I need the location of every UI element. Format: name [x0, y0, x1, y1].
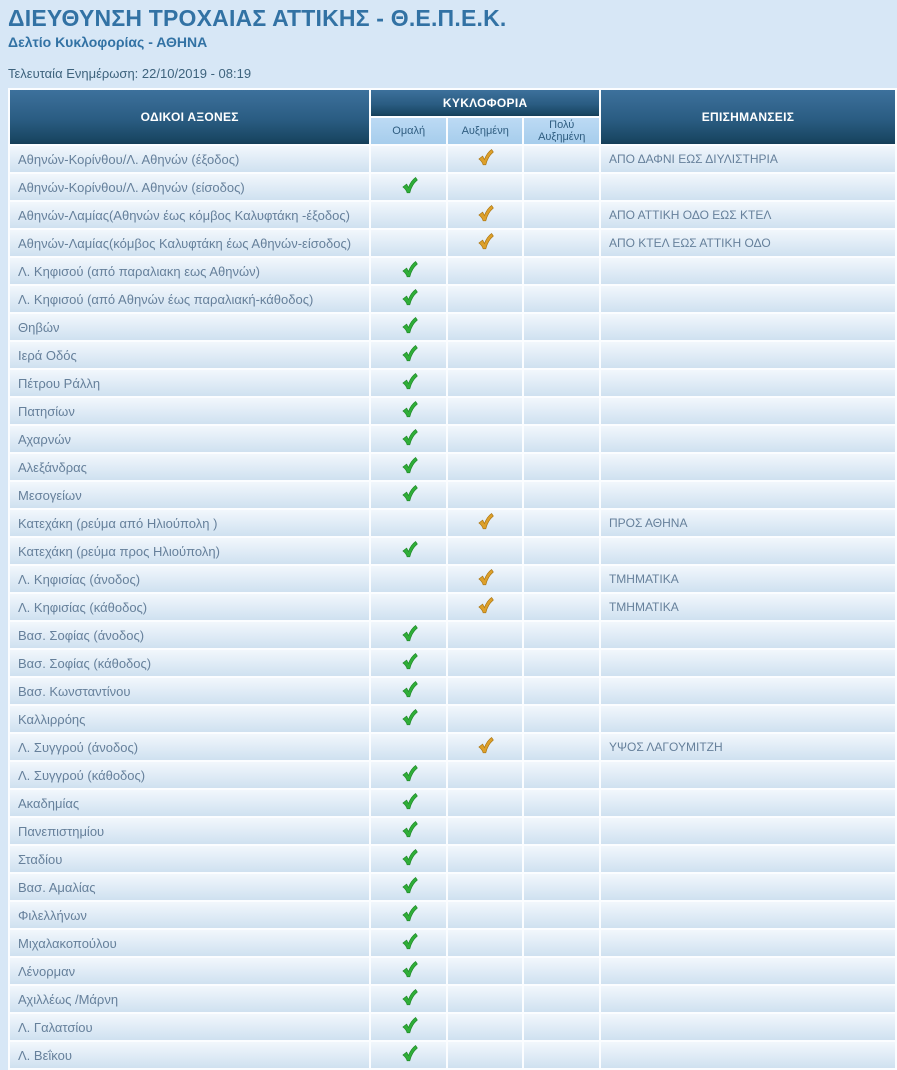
traffic-increased-cell	[448, 790, 523, 816]
traffic-very-increased-cell	[524, 734, 599, 760]
traffic-very-increased-cell	[524, 454, 599, 480]
road-name: Λ. Κηφισίας (άνοδος)	[10, 566, 369, 592]
traffic-very-increased-cell	[524, 230, 599, 256]
remark-cell	[601, 426, 895, 452]
remark-cell: ΤΜΗΜΑΤΙΚΑ	[601, 566, 895, 592]
road-name: Αθηνών-Λαμίας(κόμβος Καλυφτάκη έως Αθηνών-είσοδος)	[10, 230, 369, 256]
table-row	[10, 818, 895, 844]
check-icon	[400, 764, 418, 788]
road-name: Βασ. Σοφίας (κάθοδος)	[10, 650, 369, 676]
table-row	[10, 1014, 895, 1040]
remark-cell	[601, 286, 895, 312]
traffic-table	[8, 88, 897, 1070]
table-row	[10, 314, 895, 340]
remark-cell	[601, 958, 895, 984]
check-icon	[400, 876, 418, 900]
traffic-increased-cell	[448, 874, 523, 900]
traffic-increased-cell	[448, 706, 523, 732]
remark-cell: ΠΡΟΣ ΑΘΗΝΑ	[601, 510, 895, 536]
table-row	[10, 230, 895, 256]
check-icon	[400, 260, 418, 284]
remark-cell	[601, 174, 895, 200]
table-row	[10, 174, 895, 200]
road-name: Μιχαλακοπούλου	[10, 930, 369, 956]
check-icon	[400, 288, 418, 312]
traffic-normal-cell	[371, 538, 446, 564]
traffic-very-increased-cell	[524, 174, 599, 200]
remark-cell	[601, 986, 895, 1012]
road-name: Λ. Κηφισίας (κάθοδος)	[10, 594, 369, 620]
traffic-increased-cell	[448, 174, 523, 200]
traffic-increased-cell	[448, 986, 523, 1012]
check-icon	[400, 960, 418, 984]
remark-cell	[601, 482, 895, 508]
traffic-increased-cell	[448, 734, 523, 760]
traffic-normal-cell	[371, 958, 446, 984]
table-row	[10, 622, 895, 648]
traffic-increased-cell	[448, 538, 523, 564]
table-row	[10, 734, 895, 760]
road-name: Φιλελλήνων	[10, 902, 369, 928]
road-name: Λένορμαν	[10, 958, 369, 984]
traffic-normal-cell	[371, 846, 446, 872]
traffic-very-increased-cell	[524, 202, 599, 228]
traffic-normal-cell	[371, 650, 446, 676]
traffic-increased-cell	[448, 846, 523, 872]
traffic-increased-cell	[448, 958, 523, 984]
remark-cell	[601, 902, 895, 928]
traffic-increased-cell	[448, 678, 523, 704]
traffic-table-body	[10, 146, 895, 1068]
traffic-increased-cell	[448, 454, 523, 480]
check-icon	[400, 932, 418, 956]
traffic-very-increased-cell	[524, 342, 599, 368]
traffic-increased-cell	[448, 902, 523, 928]
traffic-very-increased-cell	[524, 1042, 599, 1068]
table-row	[10, 762, 895, 788]
road-name: Λ. Συγγρού (κάθοδος)	[10, 762, 369, 788]
traffic-increased-cell	[448, 1042, 523, 1068]
column-header-traffic: ΚΥΚΛΟΦΟΡΙΑ	[371, 90, 599, 116]
table-row	[10, 874, 895, 900]
traffic-very-increased-cell	[524, 146, 599, 172]
remark-cell	[601, 398, 895, 424]
traffic-normal-cell	[371, 258, 446, 284]
road-name: Μεσογείων	[10, 482, 369, 508]
traffic-increased-cell	[448, 482, 523, 508]
traffic-very-increased-cell	[524, 426, 599, 452]
road-name: Λ. Κηφισού (από Αθηνών έως παραλιακή-κάθοδος)	[10, 286, 369, 312]
traffic-normal-cell	[371, 426, 446, 452]
table-row	[10, 398, 895, 424]
remark-cell	[601, 930, 895, 956]
traffic-normal-cell	[371, 174, 446, 200]
traffic-increased-cell	[448, 622, 523, 648]
table-row	[10, 846, 895, 872]
road-name: Ιερά Οδός	[10, 342, 369, 368]
traffic-normal-cell	[371, 398, 446, 424]
road-name: Αθηνών-Λαμίας(Αθηνών έως κόμβος Καλυφτάκη -έξοδος)	[10, 202, 369, 228]
check-icon	[400, 652, 418, 676]
traffic-normal-cell	[371, 790, 446, 816]
check-icon	[476, 736, 494, 760]
traffic-increased-cell	[448, 314, 523, 340]
traffic-increased-cell	[448, 930, 523, 956]
traffic-increased-cell	[448, 342, 523, 368]
remark-cell: ΑΠΟ ΚΤΕΛ ΕΩΣ ΑΤΤΙΚΗ ΟΔΟ	[601, 230, 895, 256]
traffic-very-increased-cell	[524, 678, 599, 704]
last-update-label: Τελευταία Ενημέρωση:	[8, 66, 139, 81]
check-icon	[476, 512, 494, 536]
road-name: Αθηνών-Κορίνθου/Λ. Αθηνών (είσοδος)	[10, 174, 369, 200]
page-subtitle: Δελτίο Κυκλοφορίας - ΑΘΗΝΑ	[8, 34, 208, 50]
traffic-normal-cell	[371, 566, 446, 592]
check-icon	[400, 708, 418, 732]
traffic-normal-cell	[371, 902, 446, 928]
traffic-normal-cell	[371, 1014, 446, 1040]
road-name: Πανεπιστημίου	[10, 818, 369, 844]
check-icon	[476, 148, 494, 172]
check-icon	[400, 428, 418, 452]
remark-cell	[601, 846, 895, 872]
road-name: Αχαρνών	[10, 426, 369, 452]
column-header-very-increased: Πολύ Αυξημένη	[524, 118, 599, 144]
road-name: Πατησίων	[10, 398, 369, 424]
check-icon	[476, 596, 494, 620]
check-icon	[400, 540, 418, 564]
remark-cell	[601, 706, 895, 732]
check-icon	[400, 988, 418, 1012]
traffic-increased-cell	[448, 650, 523, 676]
traffic-normal-cell	[371, 622, 446, 648]
road-name: Αχιλλέως /Μάρνη	[10, 986, 369, 1012]
traffic-very-increased-cell	[524, 510, 599, 536]
remark-cell	[601, 874, 895, 900]
check-icon	[400, 1016, 418, 1040]
traffic-very-increased-cell	[524, 566, 599, 592]
remark-cell	[601, 1014, 895, 1040]
traffic-normal-cell	[371, 482, 446, 508]
road-name: Βασ. Αμαλίας	[10, 874, 369, 900]
traffic-very-increased-cell	[524, 958, 599, 984]
traffic-normal-cell	[371, 762, 446, 788]
road-name: Λ. Συγγρού (άνοδος)	[10, 734, 369, 760]
traffic-normal-cell	[371, 286, 446, 312]
traffic-very-increased-cell	[524, 706, 599, 732]
check-icon	[400, 176, 418, 200]
check-icon	[400, 848, 418, 872]
check-icon	[400, 904, 418, 928]
check-icon	[476, 204, 494, 228]
traffic-very-increased-cell	[524, 818, 599, 844]
table-row	[10, 454, 895, 480]
remark-cell	[601, 258, 895, 284]
traffic-normal-cell	[371, 230, 446, 256]
traffic-increased-cell	[448, 1014, 523, 1040]
table-row	[10, 510, 895, 536]
road-name: Κατεχάκη (ρεύμα από Ηλιούπολη )	[10, 510, 369, 536]
traffic-very-increased-cell	[524, 258, 599, 284]
traffic-normal-cell	[371, 454, 446, 480]
remark-cell	[601, 762, 895, 788]
check-icon	[400, 624, 418, 648]
road-name: Αθηνών-Κορίνθου/Λ. Αθηνών (έξοδος)	[10, 146, 369, 172]
road-name: Βασ. Σοφίας (άνοδος)	[10, 622, 369, 648]
table-row	[10, 1042, 895, 1068]
check-icon	[400, 456, 418, 480]
traffic-very-increased-cell	[524, 930, 599, 956]
traffic-normal-cell	[371, 930, 446, 956]
table-row	[10, 958, 895, 984]
traffic-very-increased-cell	[524, 594, 599, 620]
traffic-very-increased-cell	[524, 762, 599, 788]
traffic-normal-cell	[371, 314, 446, 340]
check-icon	[400, 344, 418, 368]
road-name: Πέτρου Ράλλη	[10, 370, 369, 396]
check-icon	[400, 316, 418, 340]
table-row	[10, 678, 895, 704]
table-row	[10, 482, 895, 508]
table-row	[10, 594, 895, 620]
remark-cell	[601, 538, 895, 564]
traffic-very-increased-cell	[524, 1014, 599, 1040]
remark-cell	[601, 678, 895, 704]
table-row	[10, 286, 895, 312]
traffic-increased-cell	[448, 426, 523, 452]
traffic-very-increased-cell	[524, 314, 599, 340]
road-name: Αλεξάνδρας	[10, 454, 369, 480]
traffic-normal-cell	[371, 678, 446, 704]
page-title: ΔΙΕΥΘΥΝΣΗ ΤΡΟΧΑΙΑΣ ΑΤΤΙΚΗΣ - Θ.Ε.Π.Ε.Κ.	[8, 5, 507, 31]
check-icon	[400, 820, 418, 844]
traffic-normal-cell	[371, 202, 446, 228]
traffic-very-increased-cell	[524, 902, 599, 928]
check-icon	[400, 1044, 418, 1068]
remark-cell: ΑΠΟ ΔΑΦΝΙ ΕΩΣ ΔΙΥΛΙΣΤΗΡΙΑ	[601, 146, 895, 172]
traffic-very-increased-cell	[524, 370, 599, 396]
check-icon	[400, 680, 418, 704]
traffic-increased-cell	[448, 370, 523, 396]
road-name: Καλλιρρόης	[10, 706, 369, 732]
table-row	[10, 538, 895, 564]
traffic-normal-cell	[371, 874, 446, 900]
traffic-very-increased-cell	[524, 622, 599, 648]
check-icon	[476, 568, 494, 592]
table-row	[10, 650, 895, 676]
traffic-very-increased-cell	[524, 286, 599, 312]
road-name: Λ. Βεΐκου	[10, 1042, 369, 1068]
traffic-increased-cell	[448, 286, 523, 312]
traffic-very-increased-cell	[524, 650, 599, 676]
road-name: Θηβών	[10, 314, 369, 340]
table-row	[10, 258, 895, 284]
traffic-increased-cell	[448, 146, 523, 172]
column-header-remarks: ΕΠΙΣΗΜΑΝΣΕΙΣ	[601, 90, 895, 144]
traffic-very-increased-cell	[524, 790, 599, 816]
traffic-increased-cell	[448, 594, 523, 620]
traffic-very-increased-cell	[524, 874, 599, 900]
remark-cell	[601, 622, 895, 648]
check-icon	[476, 232, 494, 256]
remark-cell	[601, 650, 895, 676]
traffic-normal-cell	[371, 510, 446, 536]
check-icon	[400, 792, 418, 816]
traffic-increased-cell	[448, 258, 523, 284]
traffic-normal-cell	[371, 986, 446, 1012]
table-row	[10, 902, 895, 928]
last-update	[8, 66, 897, 81]
traffic-normal-cell	[371, 1042, 446, 1068]
table-row	[10, 930, 895, 956]
traffic-normal-cell	[371, 146, 446, 172]
traffic-very-increased-cell	[524, 538, 599, 564]
traffic-normal-cell	[371, 594, 446, 620]
traffic-increased-cell	[448, 398, 523, 424]
table-row	[10, 202, 895, 228]
remark-cell: ΑΠΟ ΑΤΤΙΚΗ ΟΔΟ ΕΩΣ ΚΤΕΛ	[601, 202, 895, 228]
table-row	[10, 566, 895, 592]
traffic-normal-cell	[371, 342, 446, 368]
column-header-normal: Ομαλή	[371, 118, 446, 144]
road-name: Βασ. Κωνσταντίνου	[10, 678, 369, 704]
traffic-very-increased-cell	[524, 986, 599, 1012]
road-name: Λ. Γαλατσίου	[10, 1014, 369, 1040]
table-row	[10, 706, 895, 732]
remark-cell	[601, 342, 895, 368]
road-name: Λ. Κηφισού (από παραλιακη εως Αθηνών)	[10, 258, 369, 284]
traffic-very-increased-cell	[524, 846, 599, 872]
remark-cell	[601, 790, 895, 816]
table-row	[10, 790, 895, 816]
last-update-value: 22/10/2019 - 08:19	[141, 66, 252, 81]
traffic-normal-cell	[371, 818, 446, 844]
column-header-increased: Αυξημένη	[448, 118, 523, 144]
traffic-normal-cell	[371, 734, 446, 760]
traffic-normal-cell	[371, 370, 446, 396]
traffic-normal-cell	[371, 706, 446, 732]
road-name: Ακαδημίας	[10, 790, 369, 816]
remark-cell	[601, 454, 895, 480]
table-row	[10, 986, 895, 1012]
remark-cell: ΤΜΗΜΑΤΙΚΑ	[601, 594, 895, 620]
traffic-increased-cell	[448, 818, 523, 844]
table-row	[10, 342, 895, 368]
traffic-increased-cell	[448, 230, 523, 256]
traffic-very-increased-cell	[524, 482, 599, 508]
remark-cell	[601, 370, 895, 396]
remark-cell	[601, 1042, 895, 1068]
traffic-increased-cell	[448, 762, 523, 788]
check-icon	[400, 484, 418, 508]
road-name: Σταδίου	[10, 846, 369, 872]
traffic-very-increased-cell	[524, 398, 599, 424]
table-row	[10, 426, 895, 452]
table-row	[10, 370, 895, 396]
traffic-increased-cell	[448, 510, 523, 536]
remark-cell	[601, 818, 895, 844]
remark-cell: ΥΨΟΣ ΛΑΓΟΥΜΙΤΖΗ	[601, 734, 895, 760]
road-name: Κατεχάκη (ρεύμα προς Ηλιούπολη)	[10, 538, 369, 564]
column-header-roads: ΟΔΙΚΟΙ ΑΞΟΝΕΣ	[10, 90, 369, 144]
remark-cell	[601, 314, 895, 340]
table-row	[10, 146, 895, 172]
traffic-increased-cell	[448, 202, 523, 228]
traffic-increased-cell	[448, 566, 523, 592]
check-icon	[400, 372, 418, 396]
check-icon	[400, 400, 418, 424]
